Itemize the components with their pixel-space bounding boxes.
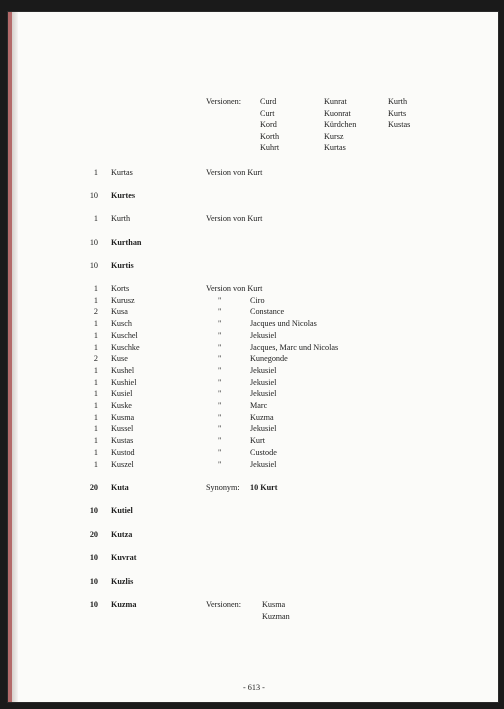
entry-count: 10 [89, 553, 98, 562]
entry-name: Kurusz [111, 295, 135, 305]
version-name: Kursz [324, 131, 344, 141]
version-name: Kuhrt [260, 143, 280, 153]
entry-count: 1 [93, 284, 98, 293]
entry-count: 1 [93, 365, 98, 375]
ditto-mark: " [218, 307, 222, 317]
entry-count: 20 [89, 530, 98, 539]
entry-count: 10 [89, 577, 98, 586]
entry-count: 1 [93, 412, 98, 422]
entry-name: Kutza [111, 530, 133, 539]
ditto-mark: " [218, 330, 222, 340]
ditto-mark: " [218, 365, 222, 375]
entry-count: 2 [93, 354, 98, 364]
version-name: Kunrat [324, 97, 347, 106]
ditto-mark: " [218, 401, 222, 410]
version-name: Kurtas [324, 143, 346, 153]
entry-count: 1 [93, 330, 98, 340]
entry-value: Kunegonde [250, 354, 288, 364]
ditto-mark: " [218, 424, 222, 434]
entry-value: Jekusiel [250, 330, 277, 340]
version-name: Kuonrat [324, 108, 351, 118]
ditto-mark: " [218, 295, 222, 305]
page-spine [12, 12, 18, 702]
entry-count: 1 [93, 214, 98, 223]
version-name: Curd [260, 97, 277, 106]
entry-name: Kuschel [111, 330, 138, 340]
entry-count: 1 [93, 168, 98, 177]
entry-name: Kustod [111, 447, 135, 457]
entry-name: Kurth [111, 214, 131, 223]
ditto-mark: " [218, 389, 222, 399]
ditto-mark: " [218, 319, 222, 329]
entry-count: 1 [93, 377, 98, 387]
entry-name: Kuschke [111, 342, 140, 352]
entry-count: 2 [93, 307, 98, 317]
entry-value: Jekusiel [250, 459, 277, 469]
entry-count: 10 [89, 238, 98, 247]
entry-count: 1 [93, 319, 98, 329]
entry-count: 1 [93, 424, 98, 434]
entry-count: 10 [89, 261, 98, 270]
entry-name: Kutiel [111, 506, 133, 515]
entry-name: Kuvrat [111, 553, 137, 562]
entry-value: Jekusiel [250, 389, 277, 399]
version-name: Kustas [388, 120, 411, 130]
entry-value: Jekusiel [250, 377, 277, 387]
entry-name: Kusma [111, 412, 135, 422]
version-name: Kord [260, 120, 277, 130]
entry-name: Korts [111, 284, 130, 293]
version-name: Kusma [262, 600, 286, 609]
entry-count: 10 [89, 506, 98, 515]
entry-name: Kurtes [111, 191, 136, 200]
version-name: Korth [260, 131, 280, 141]
entry-name: Kusch [111, 319, 132, 329]
entry-value: Kuzma [250, 412, 274, 422]
entry-name: Kurthan [111, 238, 142, 247]
ditto-mark: " [218, 377, 222, 387]
entry-name: Kuse [111, 354, 128, 364]
entry-value: Version von Kurt [206, 284, 263, 293]
entry-name: Kushiel [111, 377, 137, 387]
entry-count: 1 [93, 389, 98, 399]
ditto-mark: " [218, 436, 222, 446]
entry-name: Kuske [111, 401, 132, 410]
entry-value: Jekusiel [250, 424, 277, 434]
entry-name: Kuzma [111, 600, 137, 609]
ditto-mark: " [218, 342, 222, 352]
entry-value: Jekusiel [250, 365, 277, 375]
entry-count: 20 [89, 483, 98, 492]
entry-name: Kurtas [111, 168, 133, 177]
entry-name: Kusiel [111, 389, 133, 399]
entry-name: Kushel [111, 365, 135, 375]
entry-value: Custode [250, 447, 277, 457]
page-number: - 613 - [243, 683, 265, 692]
entry-count: 10 [89, 600, 98, 609]
synonym-value: 10 Kurt [250, 483, 278, 492]
version-name: Curt [260, 108, 275, 118]
entry-value: Kurt [250, 436, 266, 446]
entry-count: 1 [93, 342, 98, 352]
versionen-label: Versionen: [206, 97, 242, 106]
entry-value: Ciro [250, 295, 265, 305]
entry-name: Kuszel [111, 459, 134, 469]
entry-note: Version von Kurt [206, 214, 263, 223]
versionen-label: Versionen: [206, 600, 242, 609]
ditto-mark: " [218, 354, 222, 364]
version-name: Kurts [388, 108, 407, 118]
document-page [8, 12, 498, 702]
entry-count: 1 [93, 295, 98, 305]
ditto-mark: " [218, 459, 222, 469]
entry-name: Kusa [111, 307, 128, 317]
entry-name: Kuta [111, 483, 129, 492]
entry-count: 1 [93, 401, 98, 410]
entry-value: Jacques, Marc und Nicolas [250, 342, 339, 352]
ditto-mark: " [218, 447, 222, 457]
entry-note: Version von Kurt [206, 168, 263, 177]
entry-count: 1 [93, 459, 98, 469]
entry-name: Kussel [111, 424, 134, 434]
ditto-mark: " [218, 412, 222, 422]
entry-name: Kustas [111, 436, 134, 446]
entry-value: Jacques und Nicolas [250, 319, 317, 329]
entry-count: 1 [93, 436, 98, 446]
entry-count: 1 [93, 447, 98, 457]
entry-name: Kurtis [111, 261, 134, 270]
version-name: Kurth [388, 97, 408, 106]
entry-count: 10 [89, 191, 98, 200]
entry-value: Marc [250, 401, 268, 410]
entry-name: Kuzlis [111, 577, 134, 586]
version-name: Kuzman [262, 611, 290, 621]
synonym-label: Synonym: [206, 483, 240, 492]
entry-value: Constance [250, 307, 285, 317]
version-name: Kürdchen [324, 120, 357, 130]
